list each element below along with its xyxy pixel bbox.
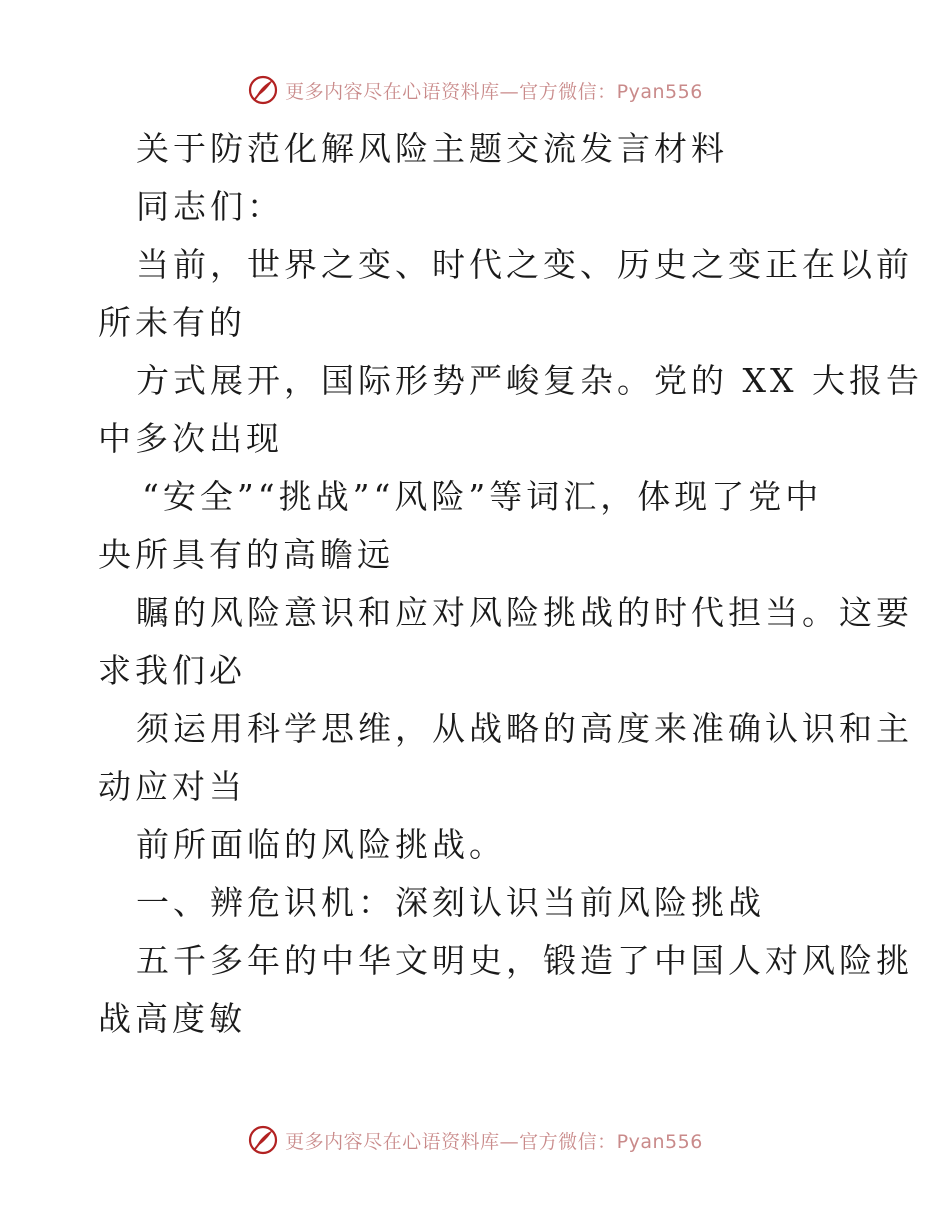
salutation: 同志们：: [136, 187, 284, 226]
paragraph-line: 战高度敏: [98, 999, 246, 1038]
footer-banner-separator: —: [499, 1130, 520, 1153]
paragraph-line: 所未有的: [98, 303, 246, 342]
paragraph-line: “安全”“挑战”“风险”等词汇，体现了党中: [142, 477, 823, 516]
quill-pen-logo: [247, 74, 279, 106]
document-body: [98, 120, 923, 1048]
header-banner-contact: 官方微信：Pyan556: [519, 80, 703, 103]
paragraph-line: 央所具有的高瞻远: [98, 535, 394, 574]
paragraph-line: 须运用科学思维，从战略的高度来准确认识和主: [136, 709, 913, 748]
footer-banner-title: 更多内容尽在心语资料库: [285, 1130, 500, 1153]
paragraph-line: 当前，世界之变、时代之变、历史之变正在以前: [136, 245, 913, 284]
header-banner-separator: —: [499, 80, 520, 103]
paragraph-line: 方式展开，国际形势严峻复杂。党的 XX 大报告: [136, 361, 923, 400]
paragraph-line: 前所面临的风险挑战。: [136, 825, 506, 864]
section-heading: 一、辨危识机：深刻认识当前风险挑战: [136, 883, 765, 922]
document-title: 关于防范化解风险主题交流发言材料: [136, 129, 728, 168]
paragraph-line: 中多次出现: [98, 419, 283, 458]
header-banner: [0, 72, 950, 108]
paragraph-line: 五千多年的中华文明史，锻造了中国人对风险挑: [136, 941, 913, 980]
paragraph-line: 动应对当: [98, 767, 246, 806]
footer-banner: [0, 1122, 950, 1158]
header-banner-title: 更多内容尽在心语资料库: [285, 80, 500, 103]
footer-banner-text: [285, 1127, 703, 1154]
paragraph-line: 求我们必: [98, 651, 246, 690]
header-banner-text: [285, 77, 703, 104]
footer-banner-contact: 官方微信：Pyan556: [519, 1130, 703, 1153]
paragraph-line: 瞩的风险意识和应对风险挑战的时代担当。这要: [136, 593, 913, 632]
quill-pen-logo: [247, 1124, 279, 1156]
